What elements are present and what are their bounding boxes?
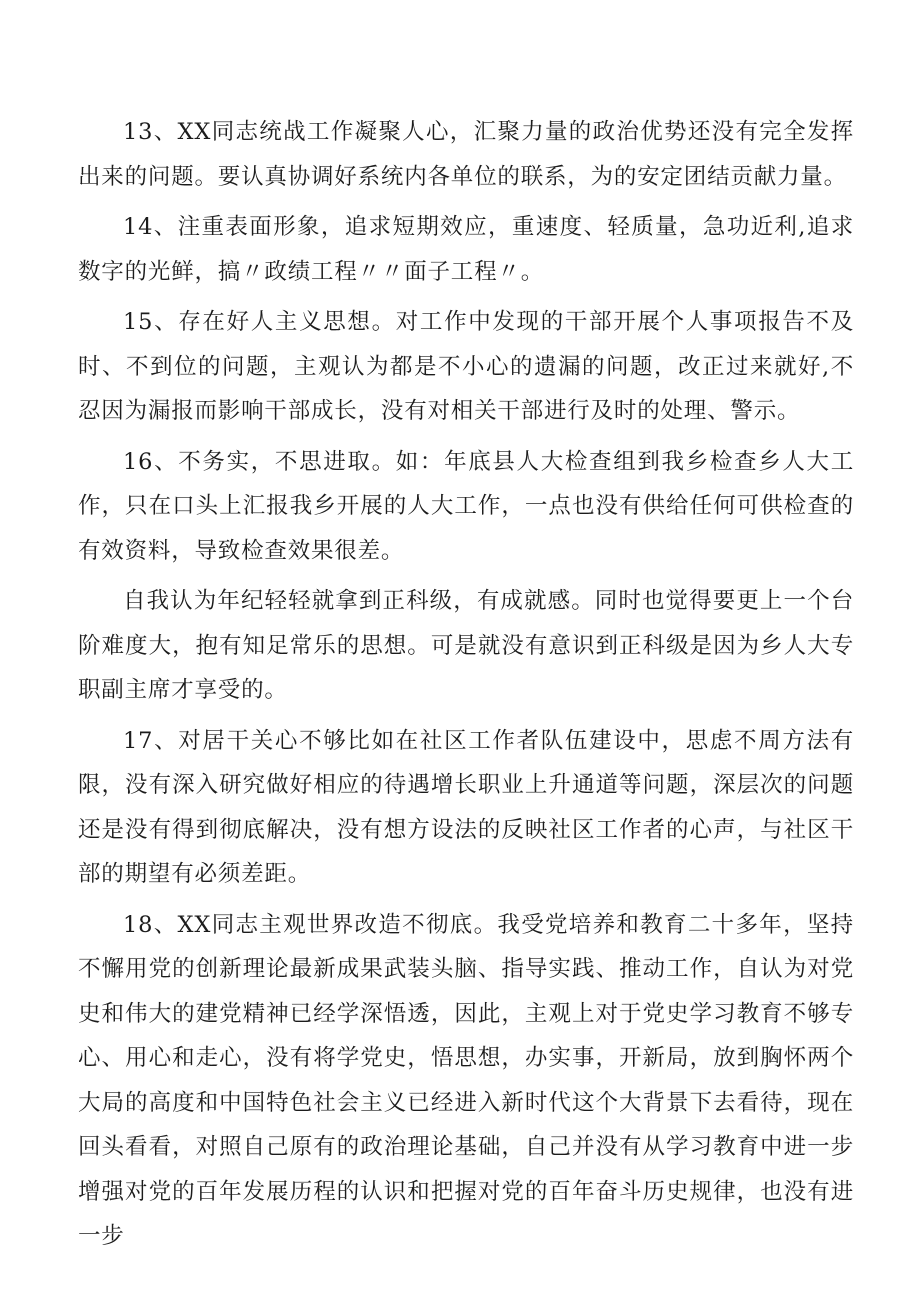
document-body (78, 110, 854, 1265)
paragraph-16: 16、不务实，不思进取。如：年底县人大检查组到我乡检查乡人大工作，只在口头上汇报我乡开展的人大工作，一点也没有供给任何可供检查的有效资料，导致检查效果很差。 (78, 448, 854, 564)
paragraph-14: 14、注重表面形象，追求短期效应，重速度、轻质量，急功近利,追求数字的光鲜，搞〃政绩工程〃〃面子工程〃。 (78, 214, 854, 285)
paragraph-18: 18、XX同志主观世界改造不彻底。我受党培养和教育二十多年，坚持不懈用党的创新理论最新成果武装头脑、指导实践、推动工作，自认为对党史和伟大的建党精神已经学深悟透，因此，主观上对于党史学习教育不够专心、用心和走心，没有将学党史，悟思想，办实事，开新局，放到胸怀两个大局的高度和中国特色社会主义已经进入新时代这个大背景下去看待，现在回头看看，对照自己原有的政治理论基础，自己并没有从学习教育中进一步增强对党的百年发展历程的认识和把握对党的百年奋斗历史规律，也没有进一步 (78, 911, 854, 1249)
paragraph-17: 17、对居干关心不够比如在社区工作者队伍建设中，思虑不周方法有限，没有深入研究做好相应的待遇增长职业上升通道等问题，深层次的问题还是没有得到彻底解决，没有想方设法的反映社区工作者的心声，与社区干部的期望有必须差距。 (78, 727, 854, 887)
paragraph-16-continued: 自我认为年纪轻轻就拿到正科级，有成就感。同时也觉得要更上一个台阶难度大，抱有知足常乐的思想。可是就没有意识到正科级是因为乡人大专职副主席才享受的。 (78, 588, 854, 703)
paragraph-15: 15、存在好人主义思想。对工作中发现的干部开展个人事项报告不及时、不到位的问题，主观认为都是不小心的遗漏的问题，改正过来就好,不忍因为漏报而影响干部成长，没有对相关干部进行及时的处理、警示。 (78, 309, 854, 424)
paragraph-13: 13、XX同志统战工作凝聚人心，汇聚力量的政治优势还没有完全发挥出来的问题。要认真协调好系统内各单位的联系，为的安定团结贡献力量。 (78, 119, 854, 190)
